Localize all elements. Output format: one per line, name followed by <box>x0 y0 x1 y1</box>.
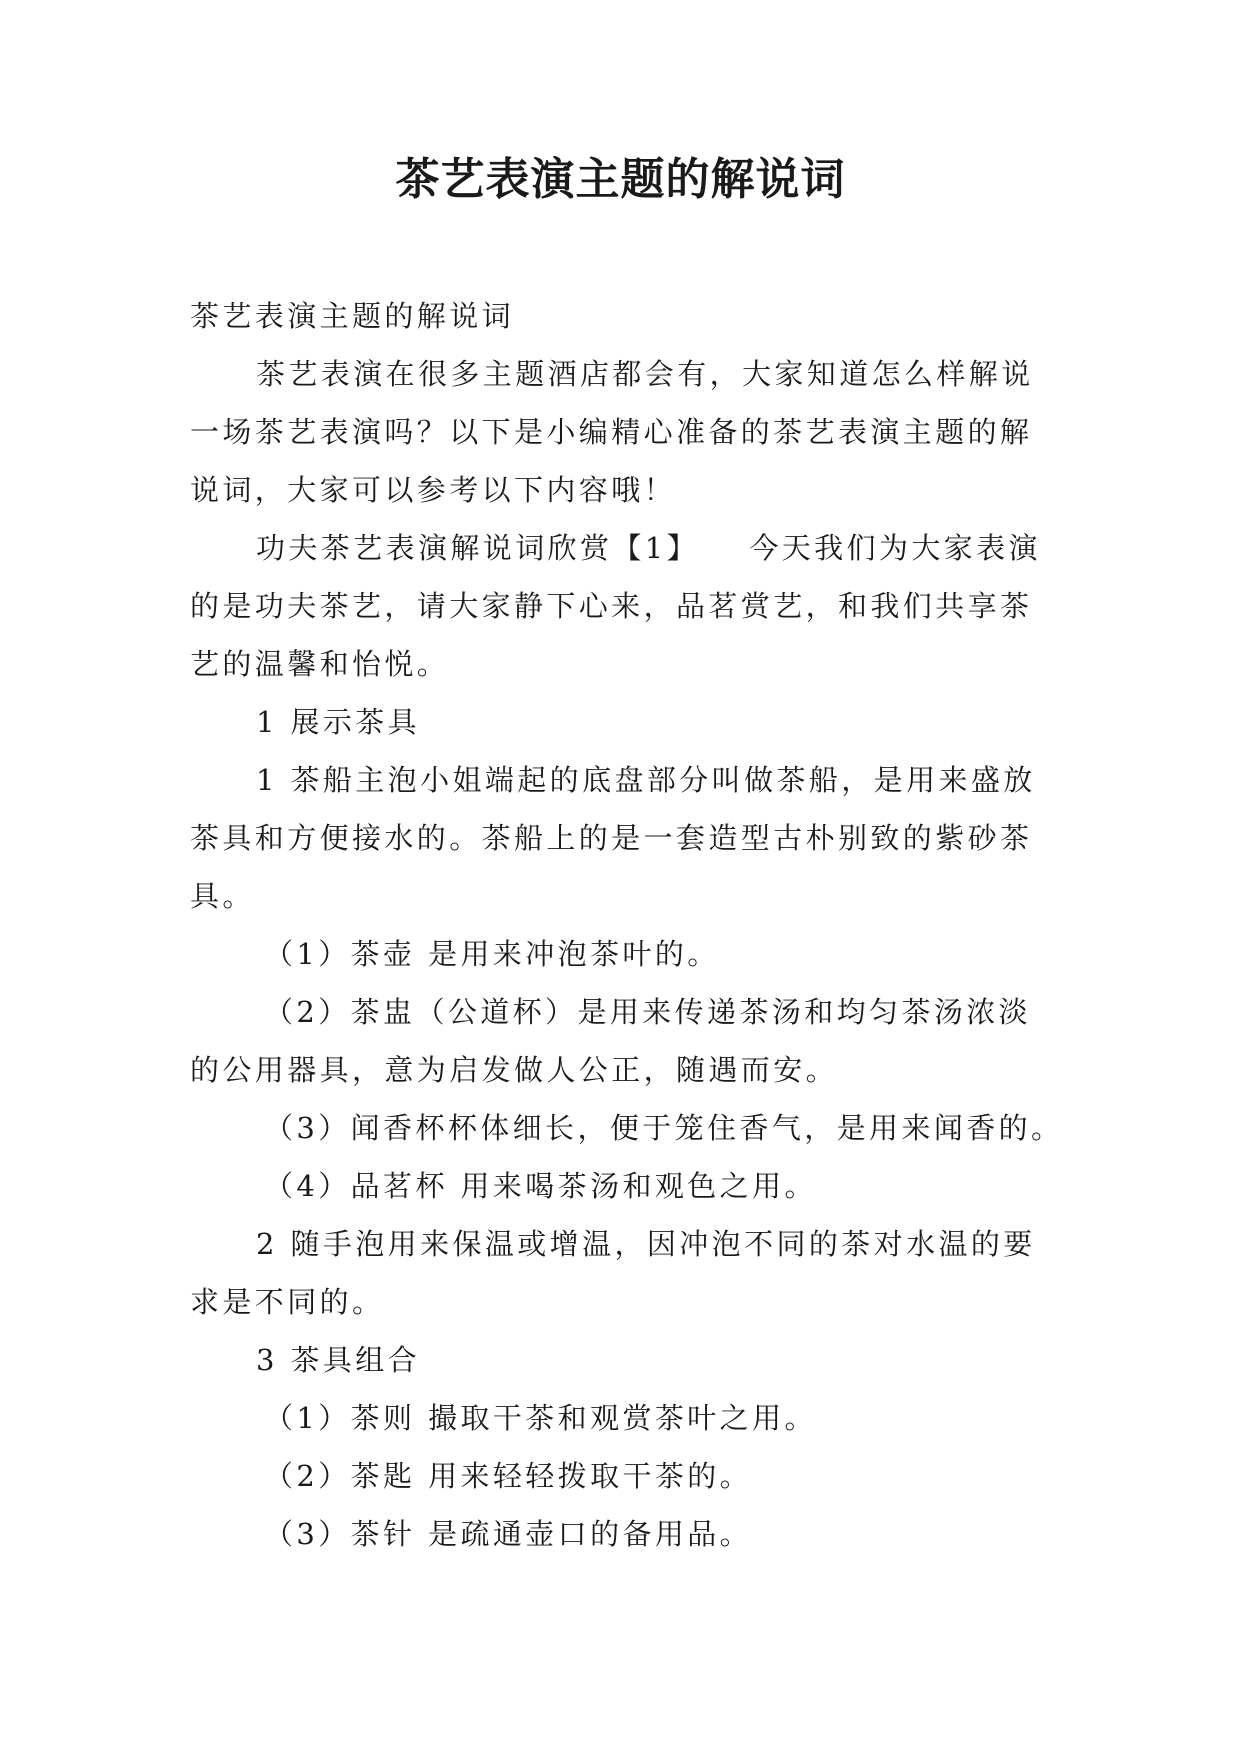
paragraph-tea-spoon: （2）茶匙 用来轻轻拨取干茶的。 <box>264 1459 753 1493</box>
paragraph-tea-scoop: （1）茶则 撮取干茶和观赏茶叶之用。 <box>264 1401 817 1435</box>
paragraph-item-1-heading: 1 展示茶具 <box>256 705 421 739</box>
paragraph-teapot: （1）茶壶 是用来冲泡茶叶的。 <box>264 937 720 971</box>
paragraph-item-3-heading: 3 茶具组合 <box>256 1343 421 1377</box>
paragraph-tea-boat: 1 茶船主泡小姐端起的底盘部分叫做茶船，是用来盛放茶具和方便接水的。茶船上的是一套造型古朴别致的紫砂茶具。 <box>190 763 1036 913</box>
paragraph-kettle: 2 随手泡用来保温或增温，因冲泡不同的茶对水温的要求是不同的。 <box>190 1227 1036 1319</box>
document-title: 茶艺表演主题的解说词 <box>395 154 846 205</box>
paragraph-subtitle: 茶艺表演主题的解说词 <box>190 299 515 333</box>
paragraph-section-heading: 功夫茶艺表演解说词欣赏【1】 今天我们为大家表演的是功夫茶艺，请大家静下心来，品茗赏艺，和我们共享茶艺的温馨和怡悦。 <box>190 531 1041 681</box>
paragraph-fair-cup: （2）茶盅（公道杯）是用来传递茶汤和均匀茶汤浓淡的公用器具，意为启发做人公正，随遇而安。 <box>190 995 1032 1087</box>
paragraph-tea-needle: （3）茶针 是疏通壶口的备用品。 <box>264 1517 753 1551</box>
document-body <box>190 287 1064 1563</box>
paragraph-tasting-cup: （4）品茗杯 用来喝茶汤和观色之用。 <box>264 1169 817 1203</box>
paragraph-intro: 茶艺表演在很多主题酒店都会有，大家知道怎么样解说一场茶艺表演吗？以下是小编精心准备的茶艺表演主题的解说词，大家可以参考以下内容哦！ <box>190 357 1034 507</box>
paragraph-aroma-cup: （3）闻香杯杯体细长，便于笼住香气，是用来闻香的。 <box>264 1111 1064 1145</box>
